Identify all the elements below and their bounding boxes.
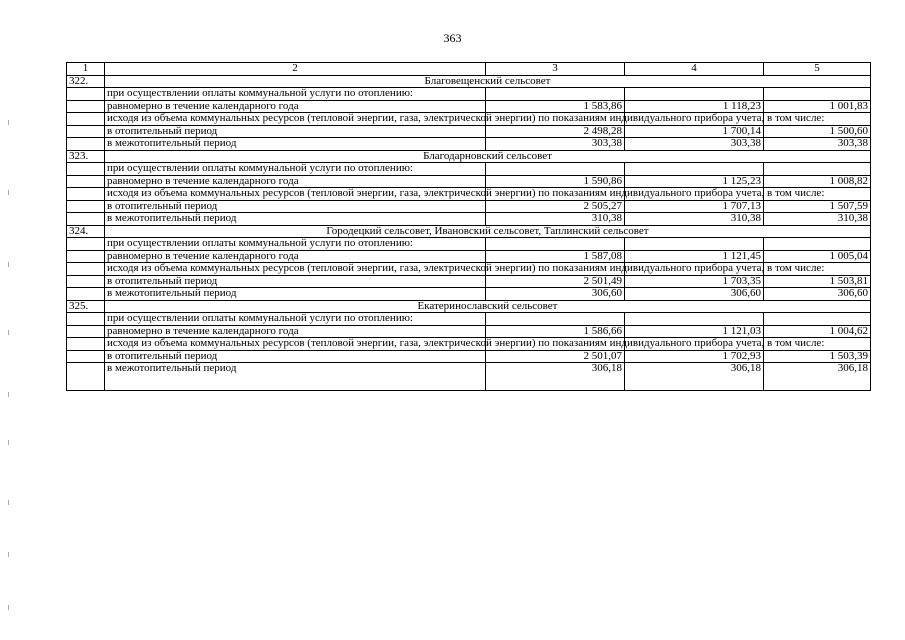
row-label: в межотопительный период	[105, 363, 486, 391]
table-row	[67, 350, 871, 363]
table-row	[67, 313, 871, 326]
column-number: 1	[67, 63, 105, 76]
value-cell: 2 501,49	[486, 275, 625, 288]
value-cell: 1 590,86	[486, 175, 625, 188]
value-cell	[625, 88, 764, 101]
row-number-cell	[67, 125, 105, 138]
table-row	[67, 325, 871, 338]
value-cell	[625, 163, 764, 176]
row-label: в межотопительный период	[105, 213, 486, 226]
table-row	[67, 250, 871, 263]
row-label: в межотопительный период	[105, 138, 486, 151]
column-number: 4	[625, 63, 764, 76]
section-header-row	[67, 150, 871, 163]
scan-margin-marks	[8, 0, 11, 640]
row-number-cell	[67, 88, 105, 101]
row-number-cell	[67, 138, 105, 151]
table-row	[67, 100, 871, 113]
table-row	[67, 188, 871, 201]
value-cell	[486, 313, 625, 326]
value-cell: 1 707,13	[625, 200, 764, 213]
table-row	[67, 125, 871, 138]
value-cell: 1 583,86	[486, 100, 625, 113]
table-row	[67, 175, 871, 188]
value-cell: 1 005,04	[764, 250, 871, 263]
row-number-cell	[67, 263, 105, 276]
value-cell: 1 703,35	[625, 275, 764, 288]
value-cell: 306,18	[486, 363, 625, 391]
row-label: исходя из объема коммунальных ресурсов (тепловой энергии, газа, электрической энергии) по показаниям индивидуального прибора учета, в том числе:	[105, 113, 486, 126]
row-label: при осуществлении оплаты коммунальной услуги по отоплению:	[105, 163, 486, 176]
row-label: исходя из объема коммунальных ресурсов (тепловой энергии, газа, электрической энергии) по показаниям индивидуального прибора учета, в том числе:	[105, 188, 486, 201]
value-cell: 2 501,07	[486, 350, 625, 363]
value-cell	[764, 163, 871, 176]
table-row	[67, 200, 871, 213]
value-cell: 303,38	[764, 138, 871, 151]
row-label: исходя из объема коммунальных ресурсов (тепловой энергии, газа, электрической энергии) по показаниям индивидуального прибора учета, в том числе:	[105, 338, 486, 351]
row-number-cell	[67, 163, 105, 176]
value-cell	[625, 313, 764, 326]
row-label: при осуществлении оплаты коммунальной услуги по отоплению:	[105, 238, 486, 251]
row-number-cell	[67, 188, 105, 201]
row-label: в отопительный период	[105, 200, 486, 213]
row-number-cell	[67, 338, 105, 351]
row-number-cell	[67, 275, 105, 288]
table-row	[67, 263, 871, 276]
table-row	[67, 363, 871, 391]
value-cell: 2 505,27	[486, 200, 625, 213]
section-number: 324.	[67, 225, 105, 238]
section-header-row	[67, 225, 871, 238]
value-cell: 1 121,03	[625, 325, 764, 338]
value-cell	[764, 88, 871, 101]
row-label: равномерно в течение календарного года	[105, 325, 486, 338]
value-cell: 1 507,59	[764, 200, 871, 213]
section-number: 322.	[67, 75, 105, 88]
table-row	[67, 338, 871, 351]
row-number-cell	[67, 100, 105, 113]
value-cell: 1 118,23	[625, 100, 764, 113]
value-cell: 306,60	[486, 288, 625, 301]
column-number: 5	[764, 63, 871, 76]
row-number-cell	[67, 363, 105, 391]
row-label: при осуществлении оплаты коммунальной услуги по отоплению:	[105, 88, 486, 101]
row-number-cell	[67, 288, 105, 301]
table-row	[67, 163, 871, 176]
value-cell: 1 702,93	[625, 350, 764, 363]
row-label: при осуществлении оплаты коммунальной услуги по отоплению:	[105, 313, 486, 326]
value-cell: 1 503,81	[764, 275, 871, 288]
value-cell: 1 500,60	[764, 125, 871, 138]
value-cell	[764, 238, 871, 251]
row-label: исходя из объема коммунальных ресурсов (тепловой энергии, газа, электрической энергии) по показаниям индивидуального прибора учета, в том числе:	[105, 263, 486, 276]
section-title: Екатеринославский сельсовет	[105, 300, 871, 313]
row-label: в отопительный период	[105, 275, 486, 288]
page-number: 363	[443, 31, 462, 45]
row-label: равномерно в течение календарного года	[105, 100, 486, 113]
row-label: равномерно в течение календарного года	[105, 175, 486, 188]
section-number: 325.	[67, 300, 105, 313]
table-row	[67, 138, 871, 151]
value-cell: 1 004,62	[764, 325, 871, 338]
row-number-cell	[67, 200, 105, 213]
table-row	[67, 238, 871, 251]
value-cell	[486, 88, 625, 101]
value-cell: 306,18	[625, 363, 764, 391]
value-cell: 310,38	[764, 213, 871, 226]
row-label: в отопительный период	[105, 125, 486, 138]
value-cell	[486, 163, 625, 176]
value-cell: 1 001,83	[764, 100, 871, 113]
value-cell: 306,60	[764, 288, 871, 301]
value-cell: 2 498,28	[486, 125, 625, 138]
row-label: в межотопительный период	[105, 288, 486, 301]
value-cell: 1 587,08	[486, 250, 625, 263]
row-number-cell	[67, 325, 105, 338]
tariff-table	[66, 62, 871, 391]
section-header-row	[67, 75, 871, 88]
value-cell	[764, 313, 871, 326]
row-number-cell	[67, 350, 105, 363]
row-number-cell	[67, 113, 105, 126]
section-number: 323.	[67, 150, 105, 163]
value-cell: 306,60	[625, 288, 764, 301]
table-row	[67, 275, 871, 288]
row-number-cell	[67, 238, 105, 251]
table-row	[67, 213, 871, 226]
column-number: 2	[105, 63, 486, 76]
value-cell: 310,38	[625, 213, 764, 226]
row-number-cell	[67, 213, 105, 226]
column-number-row	[67, 63, 871, 76]
row-label: равномерно в течение календарного года	[105, 250, 486, 263]
value-cell: 1 503,39	[764, 350, 871, 363]
row-number-cell	[67, 313, 105, 326]
value-cell: 1 008,82	[764, 175, 871, 188]
value-cell: 303,38	[486, 138, 625, 151]
section-header-row	[67, 300, 871, 313]
table-row	[67, 113, 871, 126]
value-cell: 1 586,66	[486, 325, 625, 338]
value-cell: 1 125,23	[625, 175, 764, 188]
value-cell: 306,18	[764, 363, 871, 391]
value-cell: 1 700,14	[625, 125, 764, 138]
tariff-table-body	[67, 63, 871, 391]
row-number-cell	[67, 175, 105, 188]
column-number: 3	[486, 63, 625, 76]
value-cell: 310,38	[486, 213, 625, 226]
row-number-cell	[67, 250, 105, 263]
value-cell: 1 121,45	[625, 250, 764, 263]
section-title: Благовещенский сельсовет	[105, 75, 871, 88]
table-row	[67, 88, 871, 101]
value-cell: 303,38	[625, 138, 764, 151]
section-title: Городецкий сельсовет, Ивановский сельсовет, Таплинский сельсовет	[105, 225, 871, 238]
value-cell	[486, 238, 625, 251]
table-row	[67, 288, 871, 301]
section-title: Благодарновский сельсовет	[105, 150, 871, 163]
row-label: в отопительный период	[105, 350, 486, 363]
value-cell	[625, 238, 764, 251]
